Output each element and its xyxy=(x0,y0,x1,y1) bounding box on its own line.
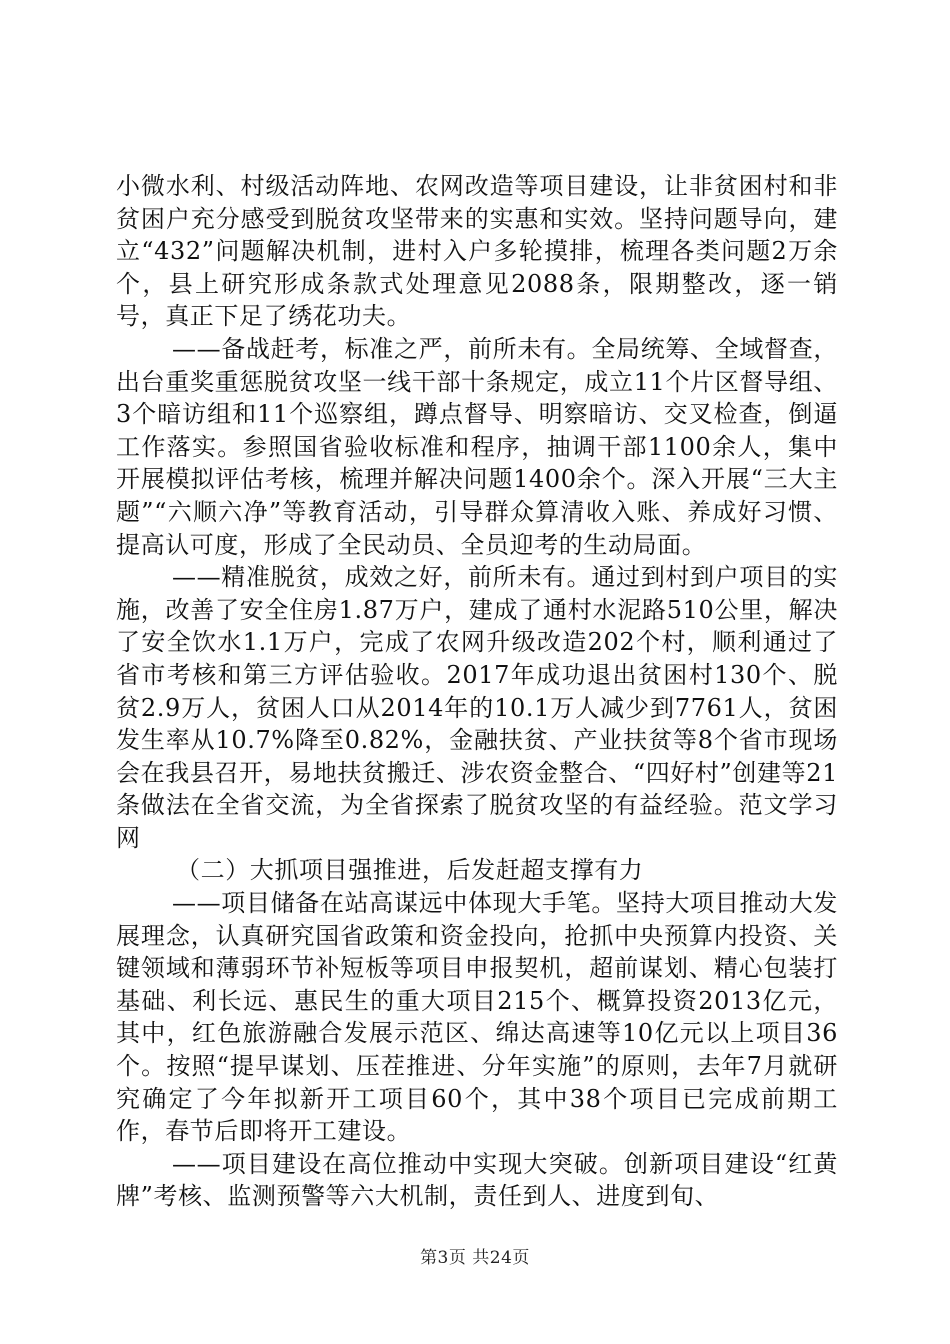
section-heading-projects: （二）大抓项目强推进，后发赶超支撑有力 xyxy=(176,856,644,885)
body-text xyxy=(116,170,838,1213)
paragraph-exam-preparation: ——备战赶考，标准之严，前所未有。全局统筹、全域督查，出台重奖重惩脱贫攻坚一线干部十条规定，成立11个片区督导组、3个暗访组和11个巡察组，蹲点督导、明察暗访、交叉检查，倒逼工作落实。参照国省验收标准和程序，抽调干部1100余人，集中开展模拟评估考核，梳理并解决问题1400余个。深入开展“三大主题”“六顺六净”等教育活动，引导群众算清收入账、养成好习惯、提高认可度，形成了全民动员、全员迎考的生动局面。 xyxy=(116,334,838,559)
paragraph-continuation: 小微水利、村级活动阵地、农网改造等项目建设，让非贫困村和非贫困户充分感受到脱贫攻坚带来的实惠和实效。坚持问题导向，建立“432”问题解决机制，进村入户多轮摸排，梳理各类问题2万余个，县上研究形成条款式处理意见2088条，限期整改，逐一销号，真正下足了绣花功夫。 xyxy=(116,172,838,331)
page-number-footer: 第3页 共24页 xyxy=(420,1248,530,1268)
paragraph-project-construction: ——项目建设在高位推动中实现大突破。创新项目建设“红黄牌”考核、监测预警等六大机制，责任到人、进度到旬、 xyxy=(116,1149,838,1211)
paragraph-poverty-results: ——精准脱贫，成效之好，前所未有。通过到村到户项目的实施，改善了安全住房1.87万户，建成了通村水泥路510公里，解决了安全饮水1.1万户，完成了农网升级改造202个村，顺利通过了省市考核和第三方评估验收。2017年成功退出贫困村130个、脱贫2.9万人，贫困人口从2014年的10.1万人减少到7761人，贫困发生率从10.7%降至0.82%，金融扶贫、产业扶贫等8个省市现场会在我县召开，易地扶贫搬迁、涉农资金整合、“四好村”创建等21条做法在全省交流，为全省探索了脱贫攻坚的有益经验。范文学习网 xyxy=(116,563,838,852)
paragraph-project-reserve: ——项目储备在站高谋远中体现大手笔。坚持大项目推动大发展理念，认真研究国省政策和资金投向，抢抓中央预算内投资、关键领域和薄弱环节补短板等项目申报契机，超前谋划、精心包装打基础、利长远、惠民生的重大项目215个、概算投资2013亿元，其中，红色旅游融合发展示范区、绵达高速等10亿元以上项目36个。按照“提早谋划、压茬推进、分年实施”的原则，去年7月就研究确定了今年拟新开工项目60个，其中38个项目已完成前期工作，春节后即将开工建设。 xyxy=(116,889,838,1146)
